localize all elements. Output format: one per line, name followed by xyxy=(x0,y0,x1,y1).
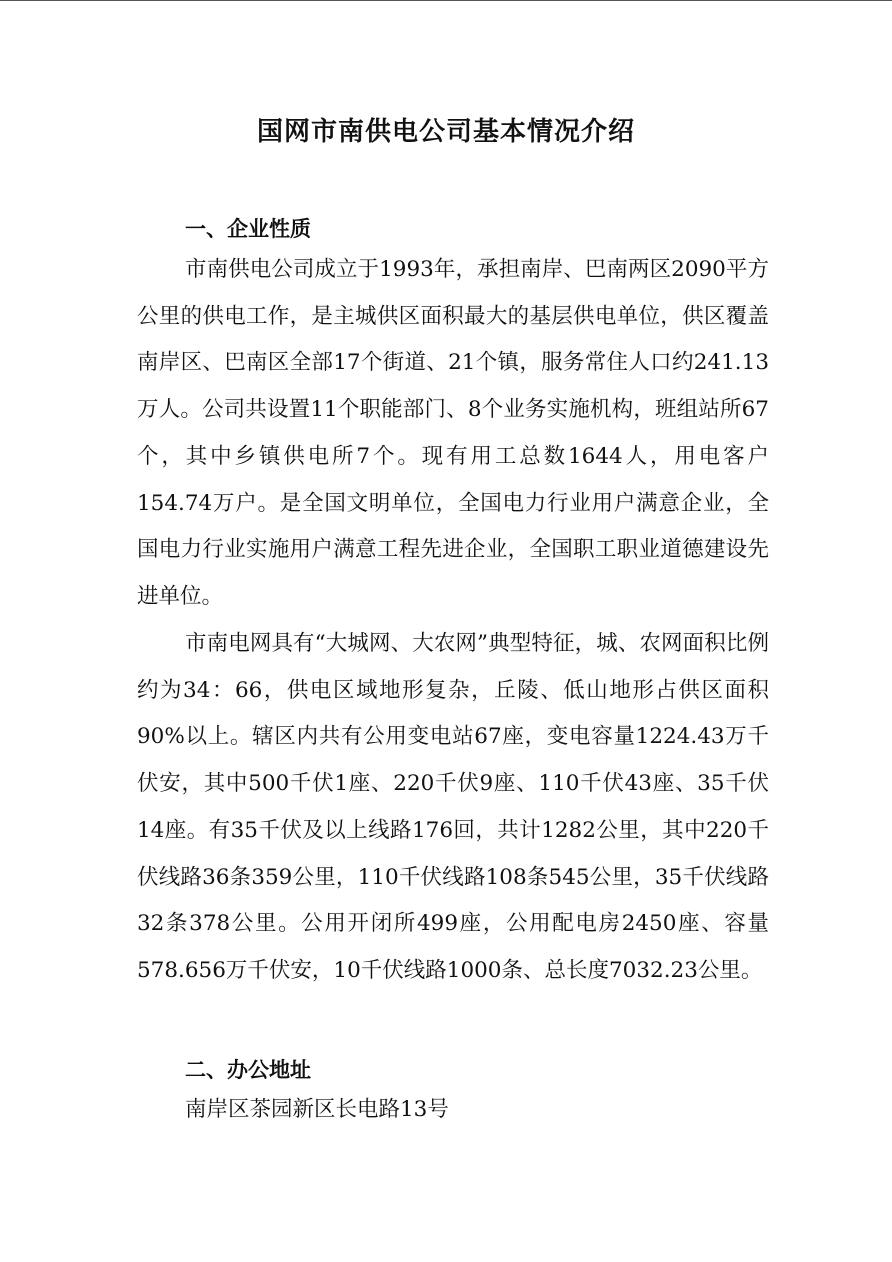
section-heading-enterprise-nature: 一、企业性质 xyxy=(185,217,311,241)
section-heading-office-address: 二、办公地址 xyxy=(185,1058,311,1082)
paragraph-company-overview: 市南供电公司成立于1993年，承担南岸、巴南两区2090平方公里的供电工作，是主城供区面积最大的基层供电单位，供区覆盖南岸区、巴南区全部17个街道、21个镇，服务常住人口约241.13万人。公司共设置11个职能部门、8个业务实施机构，班组站所67个，其中乡镇供电所7个。现有用工总数1644人，用电客户154.74万户。是全国文明单位，全国电力行业用户满意企业，全国电力行业实施用户满意工程先进企业，全国职工职业道德建设先进单位。 xyxy=(137,257,769,609)
page-title: 国网市南供电公司基本情况介绍 xyxy=(256,117,635,147)
paragraph-grid-overview: 市南电网具有“大城网、大农网”典型特征，城、农网面积比例约为34：66，供电区域地形复杂，丘陵、低山地形占供区面积90%以上。辖区内共有公用变电站67座，变电容量1224.43万千伏安，其中500千伏1座、220千伏9座、110千伏43座、35千伏14座。有35千伏及以上线路176回，共计1282公里，其中220千伏线路36条359公里，110千伏线路108条545公里，35千伏线路32条378公里。公用开闭所499座，公用配电房2450座、容量578.656万千伏安，10千伏线路1000条、总长度7032.23公里。 xyxy=(137,631,769,983)
office-address-text: 南岸区茶园新区长电路13号 xyxy=(185,1097,449,1122)
top-border-line xyxy=(0,0,892,1)
